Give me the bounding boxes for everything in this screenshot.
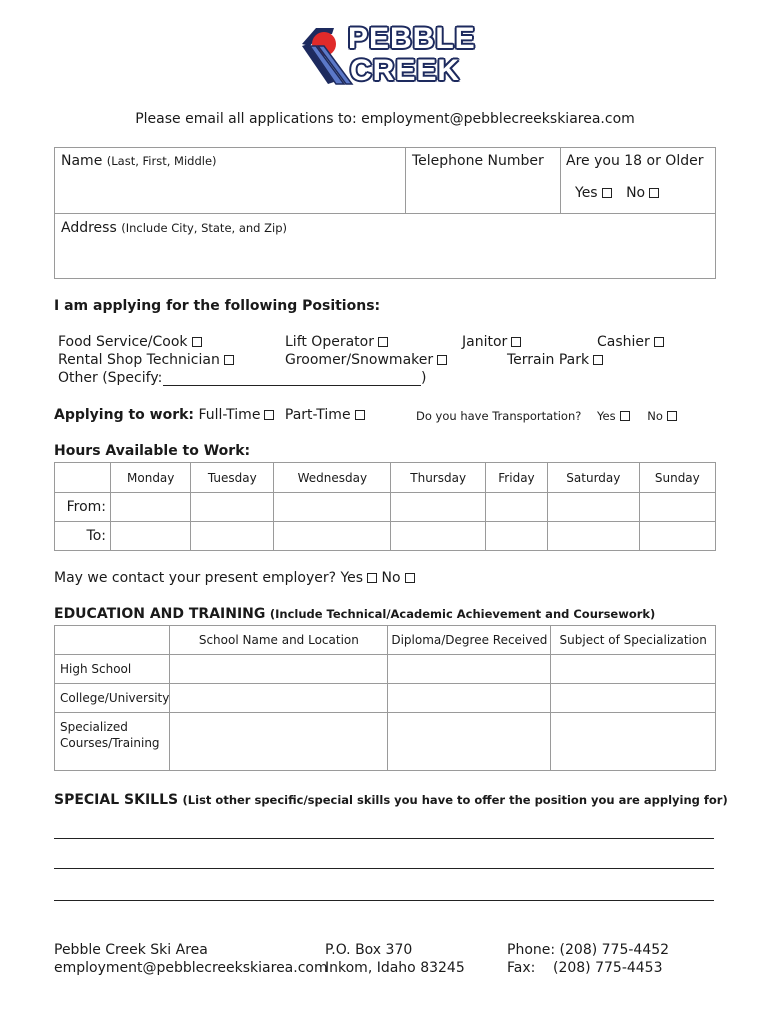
age-label: Are you 18 or Older xyxy=(566,153,704,169)
hours-cell[interactable] xyxy=(111,522,191,551)
education-cell[interactable] xyxy=(551,684,716,713)
hours-cell[interactable] xyxy=(274,522,391,551)
education-hint: (Include Technical/Academic Achievement and Coursework) xyxy=(269,607,656,621)
age-cell xyxy=(561,148,716,214)
day-header: Tuesday xyxy=(191,463,274,493)
hours-cell[interactable] xyxy=(548,493,640,522)
position-checkbox[interactable] xyxy=(593,355,603,365)
position-label: Terrain Park xyxy=(507,352,590,368)
name-hint: (Last, First, Middle) xyxy=(106,154,217,168)
position-checkbox[interactable] xyxy=(378,337,388,347)
positions-heading: I am applying for the following Positions: xyxy=(54,298,381,314)
position-terrain-park xyxy=(507,352,603,368)
day-header: Thursday xyxy=(391,463,485,493)
education-cell[interactable] xyxy=(551,713,716,771)
footer-phone-label: Phone: xyxy=(507,942,556,958)
education-cell[interactable] xyxy=(170,684,388,713)
email-note: Please email all applications to: employment@pebblecreekskiarea.com xyxy=(135,111,635,127)
skills-line-3[interactable] xyxy=(54,887,714,901)
footer-fax-label: Fax: xyxy=(507,960,536,976)
from-label: From: xyxy=(55,493,111,522)
day-header: Wednesday xyxy=(274,463,391,493)
name-label: Name xyxy=(61,153,103,169)
education-cell[interactable] xyxy=(170,655,388,684)
position-checkbox[interactable] xyxy=(224,355,234,365)
to-label: To: xyxy=(55,522,111,551)
education-cell[interactable] xyxy=(551,655,716,684)
day-header: Sunday xyxy=(639,463,715,493)
name-cell[interactable] xyxy=(55,148,406,214)
hours-cell[interactable] xyxy=(391,522,485,551)
position-label: Lift Operator xyxy=(285,334,374,350)
age-yes-label: Yes xyxy=(575,185,598,201)
contact-yes-checkbox[interactable] xyxy=(367,573,377,583)
logo-text-line2: CREEK xyxy=(350,54,461,87)
education-cell[interactable] xyxy=(170,713,388,771)
hours-table xyxy=(54,462,716,551)
hours-cell[interactable] xyxy=(639,493,715,522)
skills-heading: SPECIAL SKILLS xyxy=(54,792,179,808)
position-label: Cashier xyxy=(597,334,650,350)
position-other xyxy=(58,370,162,386)
position-lift-operator xyxy=(285,334,388,350)
age-no-checkbox[interactable] xyxy=(649,188,659,198)
position-label: Groomer/Snowmaker xyxy=(285,352,434,368)
position-checkbox[interactable] xyxy=(511,337,521,347)
hours-cell[interactable] xyxy=(111,493,191,522)
contact-yes-label: Yes xyxy=(340,570,364,586)
transport-no-label: No xyxy=(647,409,663,423)
hours-cell[interactable] xyxy=(191,493,274,522)
education-heading: EDUCATION AND TRAINING xyxy=(54,606,266,622)
education-col-header: School Name and Location xyxy=(170,626,388,655)
footer-po-box: P.O. Box 370 xyxy=(325,942,413,958)
position-food-service xyxy=(58,334,202,350)
position-groomer xyxy=(285,352,447,368)
work-label: Applying to work: xyxy=(54,407,195,423)
position-label: Rental Shop Technician xyxy=(58,352,220,368)
position-checkbox[interactable] xyxy=(437,355,447,365)
footer-email: employment@pebblecreekskiarea.com xyxy=(54,960,328,976)
transport-yes-checkbox[interactable] xyxy=(620,411,630,421)
education-cell[interactable] xyxy=(388,684,551,713)
education-row-label: College/University xyxy=(55,684,170,713)
work-row xyxy=(54,407,365,423)
contact-no-label: No xyxy=(381,570,401,586)
education-heading-row xyxy=(54,606,655,622)
address-cell[interactable] xyxy=(55,214,716,279)
day-header: Friday xyxy=(485,463,547,493)
skills-line-1[interactable] xyxy=(54,825,714,839)
age-no-label: No xyxy=(626,185,646,201)
full-time-checkbox[interactable] xyxy=(264,410,274,420)
contact-question: May we contact your present employer? xyxy=(54,570,337,586)
hours-cell[interactable] xyxy=(485,493,547,522)
education-col-header: Subject of Specialization xyxy=(551,626,716,655)
hours-cell[interactable] xyxy=(485,522,547,551)
day-header: Saturday xyxy=(548,463,640,493)
contact-row xyxy=(54,570,415,586)
part-time-label: Part-Time xyxy=(284,407,351,423)
position-checkbox[interactable] xyxy=(192,337,202,347)
other-close-paren: ) xyxy=(421,370,427,386)
footer-fax-number: (208) 775-4453 xyxy=(553,960,663,976)
education-table xyxy=(54,625,716,771)
position-label: Janitor xyxy=(462,334,508,350)
phone-cell[interactable] xyxy=(406,148,561,214)
skills-line-2[interactable] xyxy=(54,855,714,869)
education-row-label: High School xyxy=(55,655,170,684)
part-time-checkbox[interactable] xyxy=(355,410,365,420)
hours-cell[interactable] xyxy=(639,522,715,551)
footer-org: Pebble Creek Ski Area xyxy=(54,942,208,958)
position-janitor xyxy=(462,334,521,350)
transport-row xyxy=(416,409,677,423)
footer-phone-number: (208) 775-4452 xyxy=(559,942,670,958)
phone-label: Telephone Number xyxy=(412,153,544,169)
skills-heading-row xyxy=(54,792,728,808)
address-label: Address xyxy=(61,220,117,236)
full-time-label: Full-Time xyxy=(198,407,261,423)
age-yes-checkbox[interactable] xyxy=(602,188,612,198)
position-label: Food Service/Cook xyxy=(58,334,188,350)
address-hint: (Include City, State, and Zip) xyxy=(121,221,287,235)
personal-info-table xyxy=(54,147,716,279)
transport-no-checkbox[interactable] xyxy=(667,411,677,421)
position-cashier xyxy=(597,334,664,350)
logo-text-line1: PEBBLE xyxy=(348,22,476,55)
hours-heading: Hours Available to Work: xyxy=(54,443,251,459)
contact-no-checkbox[interactable] xyxy=(405,573,415,583)
hours-cell[interactable] xyxy=(548,522,640,551)
logo xyxy=(298,22,478,92)
footer-phone xyxy=(507,942,669,958)
skills-hint: (List other specific/special skills you have to offer the position you are applying for) xyxy=(182,793,728,807)
education-row-label: Specialized Courses/Training xyxy=(55,713,170,771)
footer-city: Inkom, Idaho 83245 xyxy=(325,960,465,976)
transport-yes-label: Yes xyxy=(597,409,616,423)
education-col-header: Diploma/Degree Received xyxy=(388,626,551,655)
hours-cell[interactable] xyxy=(191,522,274,551)
other-specify-field[interactable] xyxy=(163,370,421,386)
position-rental-shop xyxy=(58,352,234,368)
footer-fax xyxy=(507,960,663,976)
education-cell[interactable] xyxy=(388,655,551,684)
day-header: Monday xyxy=(111,463,191,493)
hours-cell[interactable] xyxy=(274,493,391,522)
education-cell[interactable] xyxy=(388,713,551,771)
transport-question: Do you have Transportation? xyxy=(416,409,582,423)
position-checkbox[interactable] xyxy=(654,337,664,347)
hours-cell[interactable] xyxy=(391,493,485,522)
other-label: Other (Specify: xyxy=(58,370,163,386)
